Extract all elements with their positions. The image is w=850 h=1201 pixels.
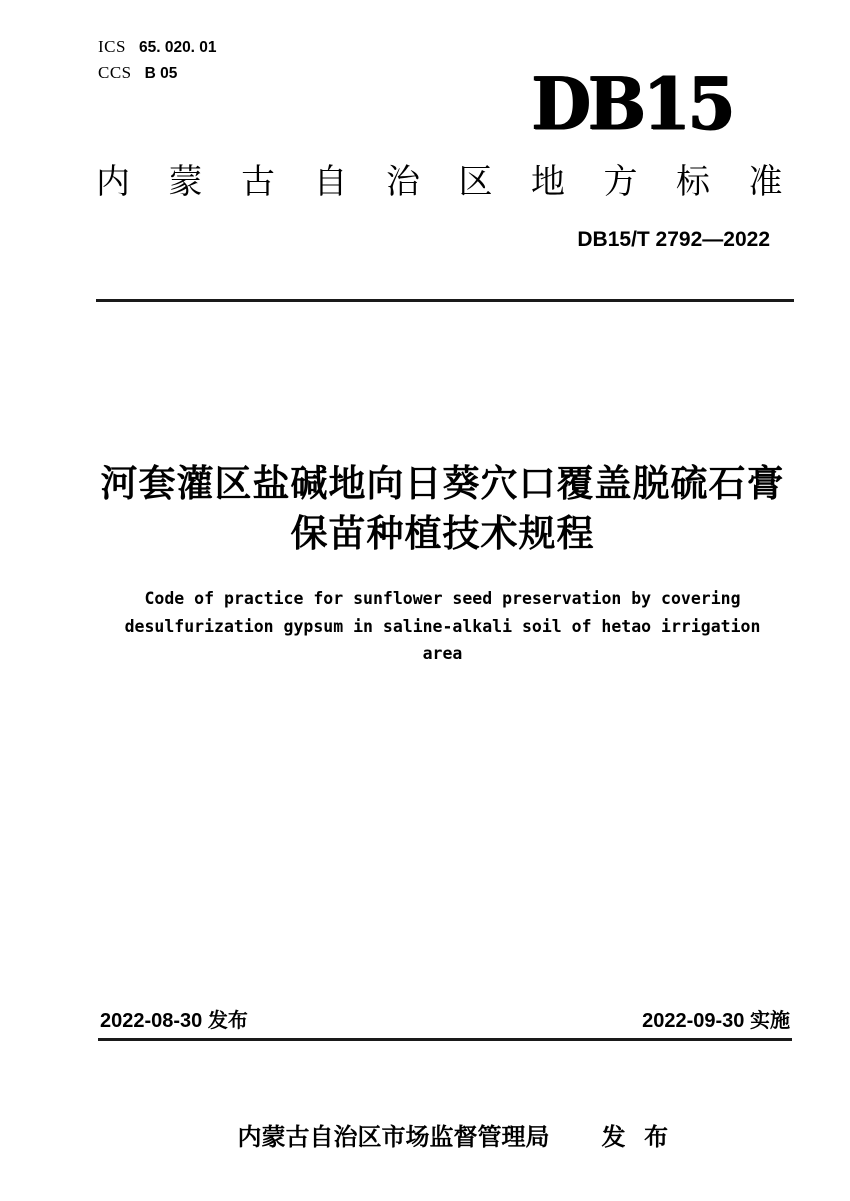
main-title-line-1: 河套灌区盐碱地向日葵穴口覆盖脱硫石膏 <box>100 463 785 504</box>
english-subtitle-line-3: area <box>422 644 463 663</box>
dates-row <box>100 1009 790 1033</box>
db15-logo: DB15 <box>531 61 732 146</box>
main-title <box>35 459 850 559</box>
region-standard-name: 内蒙古自治区地方标准 <box>96 163 821 201</box>
implementation-date: 2022-09-30 实施 <box>642 1010 790 1032</box>
classification-codes <box>98 37 217 89</box>
ccs-value: B 05 <box>144 65 178 82</box>
ccs-code-row <box>98 63 217 89</box>
header-divider-rule <box>96 299 794 302</box>
ics-label: ICS <box>98 37 126 56</box>
issue-date: 2022-08-30 发布 <box>100 1010 248 1032</box>
english-subtitle <box>35 585 850 668</box>
publish-label: 发 布 <box>601 1124 675 1151</box>
english-subtitle-line-2: desulfurization gypsum in saline-alkali soil of hetao irrigation <box>124 616 761 636</box>
footer-divider-rule <box>98 1038 792 1041</box>
ccs-label: CCS <box>98 63 132 82</box>
publisher-row <box>35 1093 850 1183</box>
standard-number: DB15/T 2792—2022 <box>577 228 770 251</box>
ics-value: 65. 020. 01 <box>138 39 217 56</box>
ics-code-row <box>98 37 217 63</box>
publisher-name: 内蒙古自治区市场监督管理局 <box>237 1124 550 1151</box>
main-title-line-2: 保苗种植技术规程 <box>290 513 595 554</box>
english-subtitle-line-1: Code of practice for sunflower seed preservation by covering <box>144 589 741 608</box>
